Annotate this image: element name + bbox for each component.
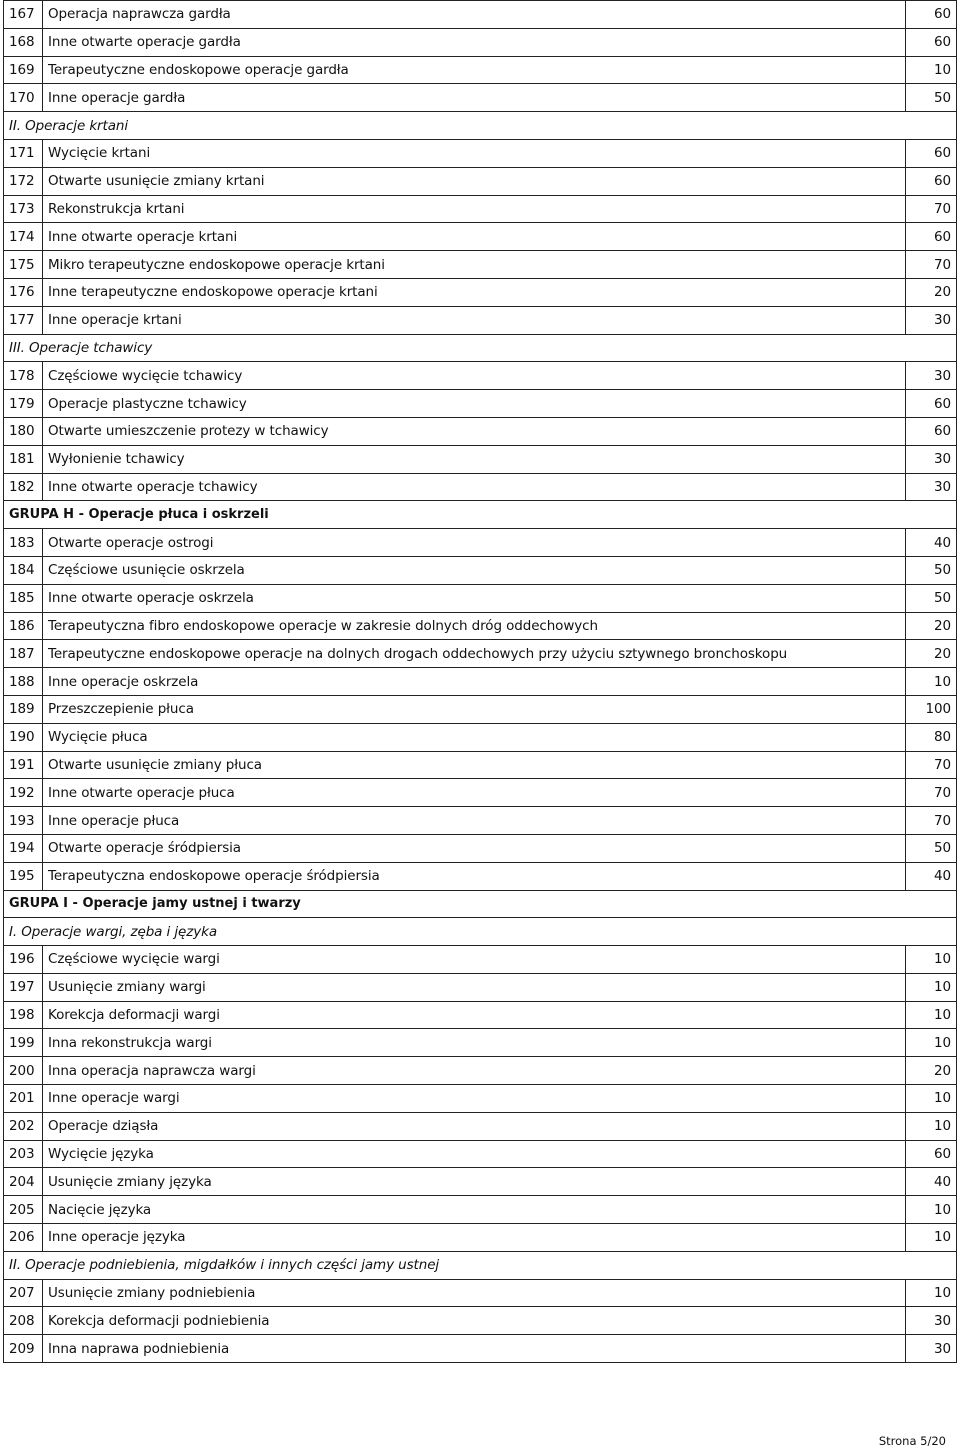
section-title: III. Operacje tchawicy [4, 334, 957, 362]
procedure-number: 194 [4, 834, 43, 862]
procedure-number: 183 [4, 529, 43, 557]
table-row [4, 1168, 957, 1196]
procedure-number: 199 [4, 1029, 43, 1057]
table-row [4, 417, 957, 445]
table-row [4, 1001, 957, 1029]
procedure-name: Inne operacje oskrzela [43, 668, 906, 696]
procedure-name: Inne otwarte operacje oskrzela [43, 584, 906, 612]
procedure-number: 175 [4, 251, 43, 279]
procedure-value: 60 [906, 390, 957, 418]
procedure-value: 70 [906, 779, 957, 807]
procedure-value: 10 [906, 1279, 957, 1307]
table-row [4, 834, 957, 862]
procedure-value: 60 [906, 139, 957, 167]
table-row [4, 973, 957, 1001]
procedure-value: 50 [906, 584, 957, 612]
procedure-value: 70 [906, 807, 957, 835]
table-row [4, 668, 957, 696]
table-row [4, 1, 957, 29]
procedure-number: 176 [4, 278, 43, 306]
table-row [4, 28, 957, 56]
procedure-number: 202 [4, 1112, 43, 1140]
table-row [4, 584, 957, 612]
table-row [4, 195, 957, 223]
procedure-number: 174 [4, 223, 43, 251]
procedure-number: 190 [4, 723, 43, 751]
table-row [4, 251, 957, 279]
table-row [4, 751, 957, 779]
table-row [4, 223, 957, 251]
procedure-name: Inna naprawa podniebienia [43, 1335, 906, 1363]
procedure-value: 50 [906, 834, 957, 862]
procedure-number: 206 [4, 1224, 43, 1252]
procedure-name: Otwarte operacje śródpiersia [43, 834, 906, 862]
procedure-number: 203 [4, 1140, 43, 1168]
procedures-table-body [4, 1, 957, 1363]
procedure-value: 20 [906, 612, 957, 640]
table-row [4, 529, 957, 557]
table-row [4, 167, 957, 195]
table-row [4, 779, 957, 807]
table-row [4, 362, 957, 390]
procedure-value: 10 [906, 1001, 957, 1029]
procedure-value: 50 [906, 84, 957, 112]
group-title: GRUPA I - Operacje jamy ustnej i twarzy [4, 890, 957, 918]
procedure-value: 10 [906, 1224, 957, 1252]
procedure-value: 60 [906, 1140, 957, 1168]
procedure-name: Korekcja deformacji podniebienia [43, 1307, 906, 1335]
table-row [4, 1057, 957, 1085]
procedure-value: 30 [906, 306, 957, 334]
procedure-value: 80 [906, 723, 957, 751]
procedure-value: 60 [906, 1, 957, 29]
procedure-value: 10 [906, 946, 957, 974]
procedure-number: 187 [4, 640, 43, 668]
table-row [4, 946, 957, 974]
procedure-value: 20 [906, 640, 957, 668]
procedure-value: 20 [906, 278, 957, 306]
procedure-value: 10 [906, 668, 957, 696]
procedure-number: 181 [4, 445, 43, 473]
procedure-value: 10 [906, 1196, 957, 1224]
procedure-value: 70 [906, 751, 957, 779]
procedure-number: 173 [4, 195, 43, 223]
procedure-name: Mikro terapeutyczne endoskopowe operacje krtani [43, 251, 906, 279]
procedure-value: 30 [906, 362, 957, 390]
procedure-name: Inne otwarte operacje płuca [43, 779, 906, 807]
procedure-value: 30 [906, 473, 957, 501]
procedure-value: 50 [906, 556, 957, 584]
table-row [4, 445, 957, 473]
procedure-number: 186 [4, 612, 43, 640]
table-row [4, 278, 957, 306]
procedure-number: 167 [4, 1, 43, 29]
procedure-number: 205 [4, 1196, 43, 1224]
procedure-value: 10 [906, 1112, 957, 1140]
section-header-row [4, 1251, 957, 1279]
procedure-number: 169 [4, 56, 43, 84]
procedure-name: Operacje dziąsła [43, 1112, 906, 1140]
procedure-name: Wycięcie krtani [43, 139, 906, 167]
procedure-number: 188 [4, 668, 43, 696]
procedure-name: Usunięcie zmiany wargi [43, 973, 906, 1001]
procedure-value: 60 [906, 167, 957, 195]
procedure-name: Inne operacje płuca [43, 807, 906, 835]
procedure-value: 10 [906, 973, 957, 1001]
procedure-number: 207 [4, 1279, 43, 1307]
procedure-name: Wycięcie płuca [43, 723, 906, 751]
procedure-number: 191 [4, 751, 43, 779]
procedure-number: 170 [4, 84, 43, 112]
procedure-name: Rekonstrukcja krtani [43, 195, 906, 223]
section-title: I. Operacje wargi, zęba i języka [4, 918, 957, 946]
table-row [4, 1140, 957, 1168]
procedure-name: Wycięcie języka [43, 1140, 906, 1168]
procedure-number: 195 [4, 862, 43, 890]
procedure-number: 192 [4, 779, 43, 807]
procedure-number: 196 [4, 946, 43, 974]
procedure-name: Inne otwarte operacje gardła [43, 28, 906, 56]
procedure-value: 20 [906, 1057, 957, 1085]
procedure-value: 70 [906, 195, 957, 223]
table-row [4, 1307, 957, 1335]
procedure-number: 200 [4, 1057, 43, 1085]
procedure-name: Terapeutyczne endoskopowe operacje na dolnych drogach oddechowych przy użyciu sztywnego bronchoskopu [43, 640, 906, 668]
section-header-row [4, 918, 957, 946]
procedure-name: Przeszczepienie płuca [43, 695, 906, 723]
procedure-number: 180 [4, 417, 43, 445]
procedure-name: Inne otwarte operacje krtani [43, 223, 906, 251]
procedure-value: 30 [906, 1307, 957, 1335]
procedure-value: 10 [906, 56, 957, 84]
procedure-name: Operacja naprawcza gardła [43, 1, 906, 29]
procedure-name: Inne operacje krtani [43, 306, 906, 334]
section-header-row [4, 112, 957, 140]
procedure-name: Inne operacje gardła [43, 84, 906, 112]
procedure-value: 100 [906, 695, 957, 723]
procedure-name: Inne operacje wargi [43, 1085, 906, 1113]
procedure-value: 60 [906, 417, 957, 445]
section-title: II. Operacje krtani [4, 112, 957, 140]
table-row [4, 1224, 957, 1252]
procedure-value: 60 [906, 223, 957, 251]
procedure-name: Częściowe wycięcie wargi [43, 946, 906, 974]
procedure-number: 201 [4, 1085, 43, 1113]
procedure-number: 171 [4, 139, 43, 167]
group-header-row [4, 501, 957, 529]
procedure-name: Usunięcie zmiany podniebienia [43, 1279, 906, 1307]
table-row [4, 56, 957, 84]
procedure-value: 30 [906, 445, 957, 473]
procedure-name: Nacięcie języka [43, 1196, 906, 1224]
procedure-name: Korekcja deformacji wargi [43, 1001, 906, 1029]
procedure-value: 10 [906, 1085, 957, 1113]
group-title: GRUPA H - Operacje płuca i oskrzeli [4, 501, 957, 529]
procedure-value: 70 [906, 251, 957, 279]
procedure-number: 209 [4, 1335, 43, 1363]
procedure-number: 178 [4, 362, 43, 390]
procedure-name: Inna rekonstrukcja wargi [43, 1029, 906, 1057]
procedure-number: 204 [4, 1168, 43, 1196]
procedure-number: 193 [4, 807, 43, 835]
table-row [4, 1085, 957, 1113]
table-row [4, 1196, 957, 1224]
table-row [4, 723, 957, 751]
procedure-number: 172 [4, 167, 43, 195]
procedure-name: Otwarte operacje ostrogi [43, 529, 906, 557]
procedure-number: 185 [4, 584, 43, 612]
procedure-value: 30 [906, 1335, 957, 1363]
procedure-name: Terapeutyczna fibro endoskopowe operacje w zakresie dolnych dróg oddechowych [43, 612, 906, 640]
procedures-table [3, 0, 957, 1363]
procedure-number: 168 [4, 28, 43, 56]
procedure-number: 184 [4, 556, 43, 584]
table-row [4, 1029, 957, 1057]
procedure-name: Otwarte umieszczenie protezy w tchawicy [43, 417, 906, 445]
page-number: Strona 5/20 [878, 1434, 946, 1448]
table-row [4, 612, 957, 640]
table-row [4, 139, 957, 167]
procedure-name: Usunięcie zmiany języka [43, 1168, 906, 1196]
table-row [4, 556, 957, 584]
procedure-name: Wyłonienie tchawicy [43, 445, 906, 473]
procedure-name: Terapeutyczne endoskopowe operacje gardła [43, 56, 906, 84]
procedure-number: 197 [4, 973, 43, 1001]
procedure-name: Operacje plastyczne tchawicy [43, 390, 906, 418]
procedure-number: 189 [4, 695, 43, 723]
section-title: II. Operacje podniebienia, migdałków i innych części jamy ustnej [4, 1251, 957, 1279]
table-row [4, 640, 957, 668]
table-row [4, 862, 957, 890]
procedure-value: 10 [906, 1029, 957, 1057]
procedure-name: Częściowe wycięcie tchawicy [43, 362, 906, 390]
procedure-number: 208 [4, 1307, 43, 1335]
procedure-number: 182 [4, 473, 43, 501]
group-header-row [4, 890, 957, 918]
procedure-name: Inne otwarte operacje tchawicy [43, 473, 906, 501]
table-row [4, 306, 957, 334]
table-row [4, 84, 957, 112]
table-row [4, 1112, 957, 1140]
procedure-name: Inne terapeutyczne endoskopowe operacje krtani [43, 278, 906, 306]
table-row [4, 473, 957, 501]
procedure-value: 40 [906, 1168, 957, 1196]
procedure-number: 177 [4, 306, 43, 334]
procedure-value: 40 [906, 529, 957, 557]
procedure-name: Inna operacja naprawcza wargi [43, 1057, 906, 1085]
procedure-name: Terapeutyczna endoskopowe operacje śródpiersia [43, 862, 906, 890]
table-row [4, 1335, 957, 1363]
procedure-name: Otwarte usunięcie zmiany płuca [43, 751, 906, 779]
table-row [4, 390, 957, 418]
procedure-number: 179 [4, 390, 43, 418]
procedure-value: 40 [906, 862, 957, 890]
procedure-name: Częściowe usunięcie oskrzela [43, 556, 906, 584]
procedure-number: 198 [4, 1001, 43, 1029]
procedure-value: 60 [906, 28, 957, 56]
table-row [4, 1279, 957, 1307]
table-row [4, 695, 957, 723]
section-header-row [4, 334, 957, 362]
table-row [4, 807, 957, 835]
procedure-name: Otwarte usunięcie zmiany krtani [43, 167, 906, 195]
procedure-name: Inne operacje języka [43, 1224, 906, 1252]
